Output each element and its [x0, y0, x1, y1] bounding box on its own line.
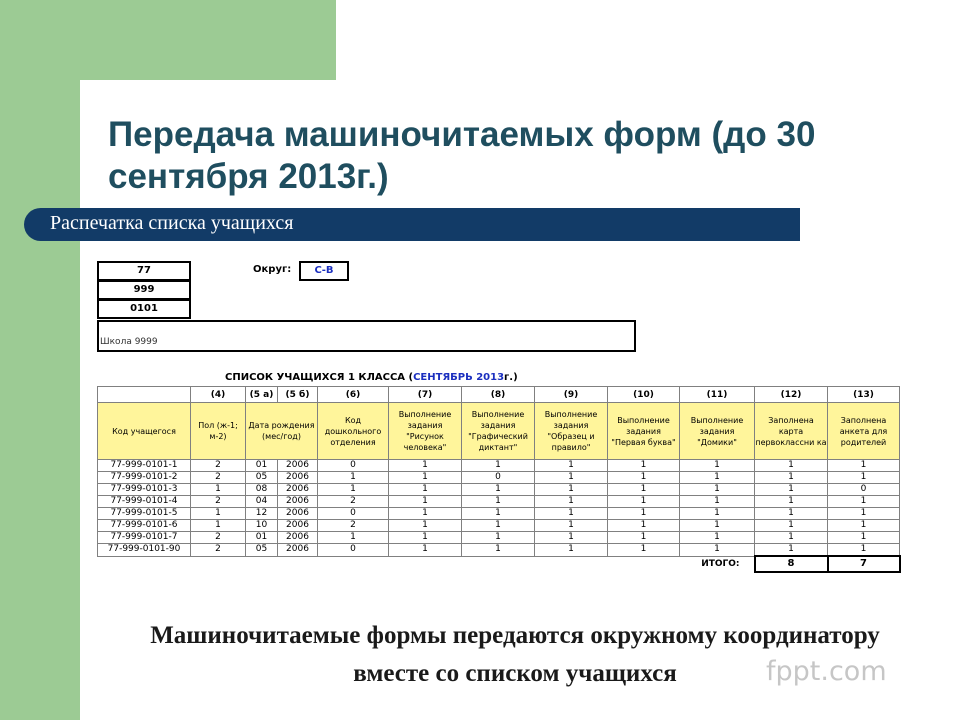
cell: 77-999-0101-6 — [98, 520, 191, 532]
cell: 1 — [680, 484, 755, 496]
header-student-code: Код учащегося — [98, 403, 191, 460]
cell: 08 — [246, 484, 278, 496]
cell: 2 — [191, 544, 246, 557]
cell: 12 — [246, 508, 278, 520]
col-number: (8) — [462, 387, 535, 403]
list-title-suffix: г.) — [504, 372, 518, 383]
cell: 05 — [246, 472, 278, 484]
cell: 1 — [608, 508, 680, 520]
section-banner — [24, 208, 800, 241]
cell: 0 — [318, 544, 389, 557]
cell: 1 — [680, 508, 755, 520]
cell: 1 — [535, 520, 608, 532]
cell: 2006 — [278, 496, 318, 508]
cell: 1 — [755, 484, 828, 496]
cell: 1 — [191, 520, 246, 532]
total-row — [98, 556, 900, 572]
cell: 1 — [828, 544, 900, 557]
col-number: (4) — [191, 387, 246, 403]
header-gender: Пол (ж-1; м-2) — [191, 403, 246, 460]
cell: 05 — [246, 544, 278, 557]
header-task-pattern: Выполнение задания "Образец и правило" — [535, 403, 608, 460]
list-title-month: СЕНТЯБРЬ 2013 — [413, 372, 505, 383]
cell: 1 — [462, 520, 535, 532]
cell: 2 — [191, 496, 246, 508]
cell: 1 — [462, 484, 535, 496]
district-code-box: 999 — [97, 280, 191, 300]
table-row — [98, 496, 900, 508]
cell: 2006 — [278, 508, 318, 520]
list-title-prefix: СПИСОК УЧАЩИХСЯ 1 КЛАССА ( — [225, 372, 414, 383]
cell: 1 — [462, 496, 535, 508]
cell: 77-999-0101-90 — [98, 544, 191, 557]
total-parent-survey: 7 — [828, 556, 900, 572]
school-code-box: 0101 — [97, 299, 191, 319]
cell: 1 — [755, 520, 828, 532]
cell: 77-999-0101-3 — [98, 484, 191, 496]
header-parent-survey: Заполнена анкета для родителей — [828, 403, 900, 460]
cell: 1 — [608, 520, 680, 532]
header-task-first-letter: Выполнение задания "Первая буква" — [608, 403, 680, 460]
col-number: (10) — [608, 387, 680, 403]
total-label: ИТОГО: — [701, 559, 740, 569]
school-name-box — [97, 320, 636, 352]
accent-bar-left — [0, 0, 80, 720]
header-birth-date: Дата рождения (мес/год) — [246, 403, 318, 460]
table-row — [98, 544, 900, 557]
cell: 1 — [608, 496, 680, 508]
cell: 1 — [828, 532, 900, 544]
cell: 1 — [535, 484, 608, 496]
header-row — [98, 403, 900, 460]
cell: 01 — [246, 460, 278, 472]
cell: 1 — [755, 460, 828, 472]
cell: 1 — [680, 520, 755, 532]
spreadsheet-printout — [97, 259, 932, 589]
col-number: (6) — [318, 387, 389, 403]
cell: 2 — [191, 532, 246, 544]
cell: 0 — [318, 508, 389, 520]
cell: 1 — [191, 508, 246, 520]
cell: 1 — [389, 460, 462, 472]
cell: 2006 — [278, 544, 318, 557]
col-number: (5 а) — [246, 387, 278, 403]
cell: 2 — [318, 496, 389, 508]
cell: 1 — [462, 460, 535, 472]
cell: 1 — [608, 460, 680, 472]
cell: 1 — [389, 544, 462, 557]
cell: 1 — [828, 508, 900, 520]
cell: 1 — [535, 532, 608, 544]
col-number: (9) — [535, 387, 608, 403]
cell: 77-999-0101-4 — [98, 496, 191, 508]
cell: 10 — [246, 520, 278, 532]
cell: 1 — [318, 532, 389, 544]
cell: 1 — [680, 496, 755, 508]
col-number — [98, 387, 191, 403]
table-row — [98, 460, 900, 472]
cell: 1 — [389, 532, 462, 544]
cell: 1 — [755, 544, 828, 557]
cell: 77-999-0101-5 — [98, 508, 191, 520]
header-task-houses: Выполнение задания "Домики" — [680, 403, 755, 460]
total-student-card: 8 — [755, 556, 828, 572]
cell: 1 — [389, 508, 462, 520]
cell: 2 — [318, 520, 389, 532]
cell: 1 — [828, 472, 900, 484]
cell: 1 — [828, 460, 900, 472]
cell: 1 — [755, 532, 828, 544]
cell: 1 — [608, 544, 680, 557]
cell: 1 — [389, 496, 462, 508]
cell: 0 — [318, 460, 389, 472]
cell: 1 — [191, 484, 246, 496]
cell: 1 — [535, 508, 608, 520]
region-code-box: 77 — [97, 261, 191, 281]
cell: 1 — [462, 544, 535, 557]
col-number: (7) — [389, 387, 462, 403]
cell: 04 — [246, 496, 278, 508]
table-row — [98, 508, 900, 520]
cell: 1 — [462, 508, 535, 520]
cell: 01 — [246, 532, 278, 544]
header-task-drawing: Выполнение задания "Рисунок человека" — [389, 403, 462, 460]
cell: 2006 — [278, 484, 318, 496]
table-row — [98, 484, 900, 496]
cell: 1 — [680, 544, 755, 557]
cell: 1 — [755, 508, 828, 520]
cell: 2006 — [278, 520, 318, 532]
col-number: (13) — [828, 387, 900, 403]
cell: 1 — [828, 496, 900, 508]
cell: 1 — [828, 520, 900, 532]
list-title — [225, 372, 518, 383]
watermark-logo: fppt.com — [766, 656, 887, 687]
cell: 1 — [535, 460, 608, 472]
col-number: (11) — [680, 387, 755, 403]
cell: 1 — [680, 460, 755, 472]
cell: 2 — [191, 472, 246, 484]
okrug-value-box: С-В — [299, 261, 349, 281]
cell: 0 — [828, 484, 900, 496]
column-number-row — [98, 387, 900, 403]
cell: 77-999-0101-1 — [98, 460, 191, 472]
bottom-caption: Машиночитаемые формы передаются окружному координатору вместе со списком учащихся — [150, 622, 880, 687]
cell: 77-999-0101-2 — [98, 472, 191, 484]
students-table — [97, 386, 901, 573]
header-task-dictation: Выполнение задания "Графический диктант" — [462, 403, 535, 460]
cell: 1 — [755, 472, 828, 484]
cell: 1 — [389, 472, 462, 484]
cell: 1 — [389, 484, 462, 496]
cell: 1 — [535, 472, 608, 484]
table-row — [98, 532, 900, 544]
cell: 1 — [608, 532, 680, 544]
table-row — [98, 520, 900, 532]
cell: 1 — [318, 472, 389, 484]
table-row — [98, 472, 900, 484]
cell: 1 — [608, 484, 680, 496]
section-banner-label: Распечатка списка учащихся — [50, 212, 294, 234]
col-number: (12) — [755, 387, 828, 403]
cell: 77-999-0101-7 — [98, 532, 191, 544]
cell: 1 — [535, 496, 608, 508]
cell: 1 — [680, 472, 755, 484]
school-name: Школа 9999 — [100, 337, 158, 347]
col-number: (5 б) — [278, 387, 318, 403]
cell: 2006 — [278, 472, 318, 484]
header-preschool-code: Код дошкольного отделения — [318, 403, 389, 460]
cell: 2006 — [278, 460, 318, 472]
cell: 1 — [462, 532, 535, 544]
header-student-card: Заполнена карта первоклассни ка — [755, 403, 828, 460]
cell: 1 — [535, 544, 608, 557]
cell: 0 — [462, 472, 535, 484]
slide-title: Передача машиночитаемых форм (до 30 сентября 2013г.) — [108, 115, 816, 196]
okrug-label: Округ: — [253, 264, 292, 275]
cell: 1 — [608, 472, 680, 484]
cell: 1 — [680, 532, 755, 544]
cell: 1 — [755, 496, 828, 508]
cell: 2006 — [278, 532, 318, 544]
cell: 1 — [318, 484, 389, 496]
cell: 2 — [191, 460, 246, 472]
cell: 1 — [389, 520, 462, 532]
